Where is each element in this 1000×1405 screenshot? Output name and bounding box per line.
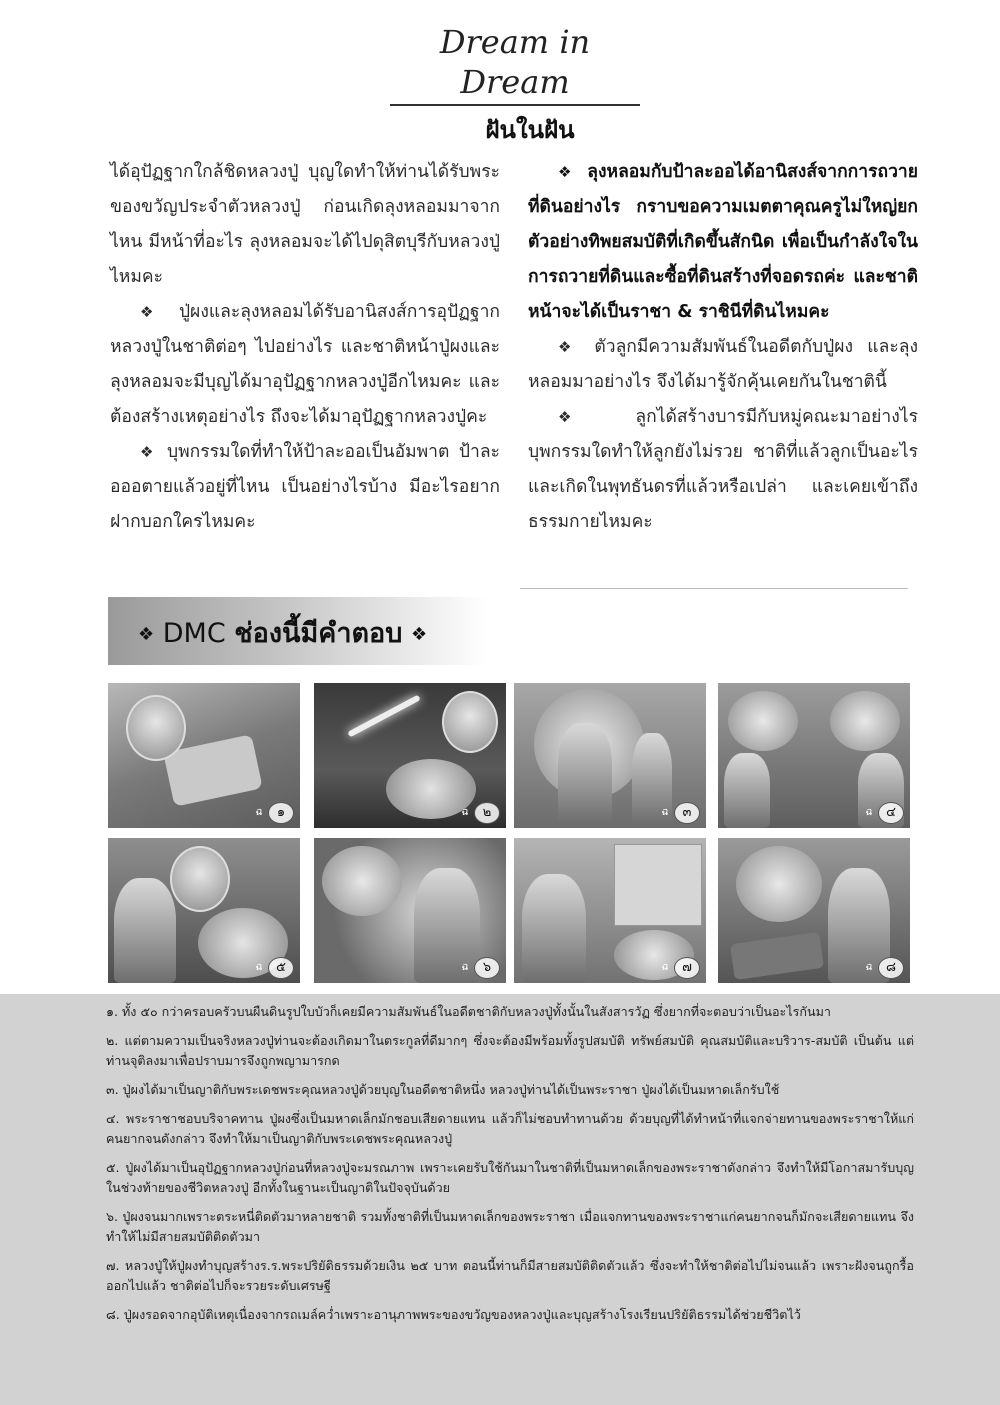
illustration-8: [718, 838, 910, 983]
answer-item: ๕. ปู่ผงได้มาเป็นอุปัฏฐากหลวงปู่ก่อนที่หลวงปู่จะมรณภาพ เพราะเคยรับใช้กันมาในชาติที่เป็นมหาดเล็กของพระราชาดังกล่าว จึงทำให้มีโอกาสมารับบุญในช่วงท้ายของชีวิตหลวงปู่ อีกทั้งในฐานะเป็นญาติในปัจจุบันด้วย: [106, 1160, 914, 1195]
signature-mark: ฉ: [460, 960, 468, 973]
photo-number: ๒: [474, 802, 500, 824]
portrait-icon: [126, 695, 186, 761]
photo-number: ๔: [878, 802, 904, 824]
signature-mark: ฉ: [660, 960, 668, 973]
answer-item: ๔. พระราชาชอบบริจาคทาน ปู่ผงซึ่งเป็นมหาดเล็กมักชอบเสียดายแทน แล้วก็ไม่ชอบทำทานด้วย ด้วยบุญที่ได้ทำหน้าที่แจกจ่ายทานของพระราชาให้แก่คนยากจนดังกล่าว จึงทำให้มาเป็นญาติกับพระเดชพระคุณหลวงปู่: [106, 1111, 914, 1146]
answers-list: [106, 1002, 914, 1334]
question-paragraph: ได้อุปัฏฐากใกล้ชิดหลวงปู่ บุญใดทำให้ท่านได้รับพระของขวัญประจำตัวหลวงปู่ ก่อนเกิดลุงหลอมมาจากไหน มีหน้าที่อะไร ลุงหลอมจะได้ไปดุสิตบุรีกับหลวงปู่ไหมคะ: [110, 162, 500, 287]
divider: [520, 588, 908, 589]
answer-item: ๑. ทั้ง ๕๐ กว่าครอบครัวบนผืนดินรูปใบบัวก็เคยมีความสัมพันธ์ในอดีตชาติกับหลวงปู่ทั้งนั้นในสังสารวัฏ ซึ่งยากที่จะตอบว่าเป็นอะไรกันมา: [106, 1004, 831, 1019]
diamond-icon: ❖: [138, 624, 155, 645]
answer-item: ๗. หลวงปู่ให้ปู่ผงทำบุญสร้างร.ร.พระปริยัติธรรมด้วยเงิน ๒๕ บาท ตอนนี้ท่านก็มีสายสมบัติติดตัวแล้ว ซึ่งจะทำให้ชาติต่อไปไม่จนแล้ว เพราะฝังจนถูกรื้อออกไปแล้ว ชาติต่อไปก็จะรวยระดับเศรษฐี: [106, 1258, 914, 1293]
diamond-bullet-icon: ❖: [140, 303, 164, 321]
title-english: Dream in Dream: [390, 22, 640, 106]
dmc-label: ช่องนี้มีคำตอบ: [234, 618, 403, 649]
diamond-bullet-icon: ❖: [558, 338, 581, 356]
meteor-shape: [347, 695, 420, 738]
signature-mark: ฉ: [864, 805, 872, 818]
scene-bubble: [322, 846, 402, 916]
signature-mark: ฉ: [254, 805, 262, 818]
answer-item: ๖. ปู่ผงจนมากเพราะตระหนี่ติดตัวมาหลายชาติ รวมทั้งชาติที่เป็นมหาดเล็กของพระราชา เมื่อแจกทานของพระราชาแก่คนยากจนก็มักจะเสียดายแทน จึงทำให้ไม่มีสายสมบัติติดตัวมา: [106, 1209, 914, 1244]
school-building-shape: [614, 844, 702, 926]
answer-item: ๒. แต่ตามความเป็นจริงหลวงปู่ท่านจะต้องเกิดมาในตระกูลที่ดีมากๆ ซึ่งจะต้องมีพร้อมทั้งรูปสมบัติ ทรัพย์สมบัติ คุณสมบัติและบริวาร-สมบัติ เป็นต้น แต่ท่านจุติลงมาเพื่อปราบมารจึงถูกพญามารกด: [106, 1033, 914, 1068]
photo-number: ๗: [674, 957, 700, 979]
dmc-banner-text: [138, 611, 427, 654]
photo-number: ๑: [268, 802, 294, 824]
scene-bubble: [830, 691, 900, 751]
diamond-icon: ❖: [410, 624, 428, 645]
title-thai: ฝันในฝัน: [485, 116, 575, 144]
right-question-column: [528, 155, 918, 540]
king-figure: [414, 868, 480, 983]
left-question-column: [110, 155, 500, 540]
scene-bubble: [728, 691, 798, 751]
overturned-bus-shape: [730, 932, 824, 980]
photo-number: ๕: [268, 957, 294, 979]
question-paragraph: ❖ ตัวลูกมีความสัมพันธ์ในอดีตกับปู่ผง และลุงหลอมมาอย่างไร จึงได้มารู้จักคุ้นเคยกันในชาตินี้: [528, 337, 918, 392]
illustration-2: [314, 683, 506, 828]
illustration-6: [314, 838, 506, 983]
question-paragraph: ❖ ลูกได้สร้างบารมีกับหมู่คณะมาอย่างไร บุพกรรมใดทำให้ลูกยังไม่รวย ชาติที่แล้วลูกเป็นอะไร และเกิดในพุทธันดรที่แล้วหรือเปล่า และเคยเข้าถึงธรรมกายไหมคะ: [528, 407, 918, 532]
signature-mark: ฉ: [660, 805, 668, 818]
question-paragraph: ❖ ลุงหลอมกับป้าละออได้อานิสงส์จากการถวายที่ดินอย่างไร กราบขอความเมตตาคุณครูไม่ใหญ่ยกตัวอย่างทิพยสมบัติที่เกิดขึ้นสักนิด เพื่อเป็นกำลังใจในการถวายที่ดินและซื้อที่ดินสร้างที่จอดรถค่ะ และชาติหน้าจะได้เป็นราชา & ราชินีที่ดินไหมคะ: [528, 162, 918, 322]
diamond-bullet-icon: ❖: [558, 163, 577, 181]
illustration-4: [718, 683, 910, 828]
dmc-prefix: DMC: [162, 618, 226, 649]
dmc-banner: [108, 597, 488, 665]
question-paragraph: ❖ บุพกรรมใดที่ทำให้ป้าละออเป็นอัมพาต ป้าละอออตายแล้วอยู่ที่ไหน เป็นอย่างไรบ้าง มีอะไรอยากฝากบอกใครไหมคะ: [110, 442, 500, 532]
illustration-5: [108, 838, 300, 983]
signature-mark: ฉ: [460, 805, 468, 818]
question-paragraph: ❖ ปู่ผงและลุงหลอมได้รับอานิสงส์การอุปัฏฐากหลวงปู่ในชาติต่อๆ ไปอย่างไร และชาติหน้าปู่ผงและลุงหลอมจะมีบุญได้มาอุปัฏฐากหลวงปู่อีกไหมคะ และต้องสร้างเหตุอย่างไร ถึงจะได้มาอุปัฏฐากหลวงปู่คะ: [110, 302, 500, 427]
answer-item: ๓. ปู่ผงได้มาเป็นญาติกับพระเดชพระคุณหลวงปู่ด้วยบุญในอดีตชาติหนึ่ง หลวงปู่ท่านได้เป็นพระราชา ปู่ผงได้เป็นมหาดเล็กรับใช้: [106, 1082, 780, 1097]
answers-panel: [0, 994, 1000, 1405]
signature-mark: ฉ: [864, 960, 872, 973]
illustration-1: [108, 683, 300, 828]
answer-item: ๘. ปู่ผงรอดจากอุบัติเหตุเนื่องจากรถเมล์คว่ำเพราะอานุภาพพระของขวัญของหลวงปู่และบุญสร้างโรงเรียนปริยัติธรรมได้ช่วยชีวิตไว้: [106, 1307, 801, 1322]
elder-praying-figure: [522, 874, 586, 983]
photo-number: ๖: [474, 957, 500, 979]
illustration-7: [514, 838, 706, 983]
king-figure: [558, 723, 612, 823]
photo-number: ๘: [878, 957, 904, 979]
photo-number: ๓: [674, 802, 700, 824]
elder-figure: [114, 878, 176, 983]
title-block: [390, 22, 640, 149]
scene-bubble: [736, 846, 822, 922]
portrait-icon: [442, 691, 498, 753]
diamond-bullet-icon: ❖: [558, 408, 601, 426]
diamond-bullet-icon: ❖: [140, 443, 158, 461]
portrait-icon: [170, 846, 230, 912]
illustration-3: [514, 683, 706, 828]
signature-mark: ฉ: [254, 960, 262, 973]
person-figure: [724, 753, 770, 828]
